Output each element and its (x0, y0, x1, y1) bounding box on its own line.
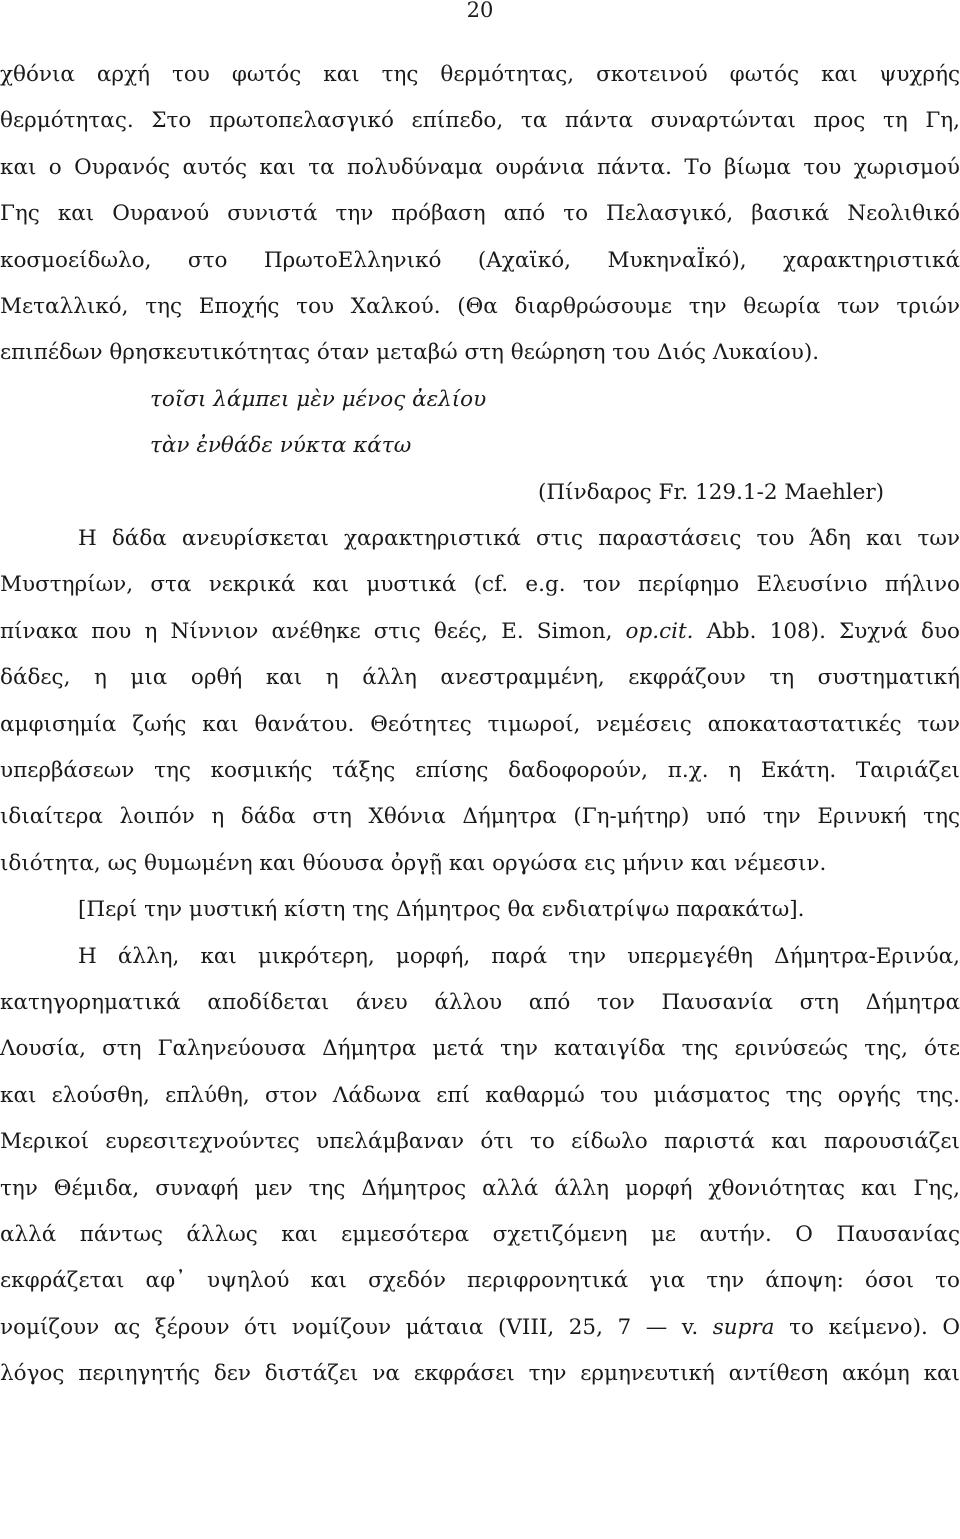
page-number: 20 (466, 0, 494, 22)
text-fragment: πίνακα που η Νίννιον ανέθηκε στις θεές, E. Simon, (0, 618, 613, 644)
text-line: και ο Ουρανός αυτός και τα πολυδύναμα ουράνια πάντα. Το βίωμα του χωρισμού (0, 154, 960, 180)
text-line: αλλά πάντως άλλως και εμμεσότερα σχετιζόμενη με αυτήν. Ο Παυσανίας (0, 1222, 960, 1247)
text-line: χθόνια αρχή του φωτός και της θερμότητας, σκοτεινού φωτός και ψυχρής (0, 62, 960, 87)
text-fragment: νομίζουν ας ξέρουν ότι νομίζουν μάταια (VIII, 25, 7 — v. (0, 1314, 699, 1340)
text-line: αμφισημία ζωής και θανάτου. Θεότητες τιμωροί, νεμέσεις αποκαταστατικές των (0, 711, 960, 737)
text-line: Λουσία, στη Γαληνεύουσα Δήμητρα μετά την καταιγίδα της ερινύσεώς της, ότε (0, 1036, 960, 1062)
text-line: Γης και Ουρανού συνιστά την πρόβαση από το Πελασγικό, βασικά Νεολιθικό (0, 201, 960, 227)
op-cit: op.cit. (625, 618, 694, 644)
text-line: επιπέδων θρησκευτικότητας όταν μεταβώ στη θεώρηση του Διός Λυκαίου). (0, 340, 820, 366)
text-line: ιδιαίτερα λοιπόν η δάδα στη Χθόνια Δήμητρα (Γη-μήτηρ) υπό την Ερινυκή της (0, 804, 960, 830)
text-line: λόγος περιηγητής δεν διστάζει να εκφράσει την ερμηνευτική αντίθεση ακόμη και (0, 1361, 960, 1387)
text-fragment: Abb. 108). Συχνά δυο (706, 618, 960, 644)
text-fragment: το κείμενο). Ο (789, 1314, 960, 1340)
text-line: δάδες, η μια ορθή και η άλλη ανεστραμμένη, εκφράζουν τη συστηματική (0, 665, 960, 691)
text-line (0, 618, 960, 646)
text-line: Μυστηρίων, στα νεκρικά και μυστικά (cf. e.g. τον περίφημο Ελευσίνιο πήλινο (0, 572, 960, 598)
text-line: Μερικοί ευρεσιτεχνούντες υπελάμβαναν ότι το είδωλο παριστά και παρουσιάζει (0, 1129, 960, 1155)
verse-line: τὰν ἐνθάδε νύκτα κάτω (150, 433, 412, 459)
text-line: κοσμοείδωλο, στο ΠρωτοΕλληνικό (Αχαϊκό, ΜυκηναΪκό), χαρακτηριστικά (0, 247, 960, 273)
text-line: θερμότητας. Στο πρωτοπελασγικό επίπεδο, τα πάντα συναρτώνται προς τη Γη, (0, 108, 960, 134)
text-line: εκφράζεται αφ᾽ υψηλού και σχεδόν περιφρονητικά για την άποψη: όσοι το (0, 1268, 960, 1294)
text-line: την Θέμιδα, συναφή μεν της Δήμητρος αλλά άλλη μορφή χθονιότητας και Γης, (0, 1175, 960, 1201)
text-line: και ελούσθη, επλύθη, στον Λάδωνα επί καθαρμώ του μιάσματος της οργής της. (0, 1082, 960, 1108)
text-line: Η δάδα ανευρίσκεται χαρακτηριστικά στις παραστάσεις του Άδη και των (78, 526, 960, 551)
text-line (0, 1314, 960, 1342)
text-line: Μεταλλικό, της Εποχής του Χαλκού. (Θα διαρθρώσουμε την θεωρία των τριών (0, 294, 960, 319)
verse-line: τοῖσι λάμπει μὲν μένος ἀελίου (150, 386, 487, 412)
supra: supra (712, 1314, 775, 1340)
text-line: [Περί την μυστική κίστη της Δήμητρος θα ενδιατρίψω παρακάτω]. (78, 897, 805, 923)
text-line: Η άλλη, και μικρότερη, μορφή, παρά την υπερμεγέθη Δήμητρα-Ερινύα, (78, 943, 960, 969)
text-line: υπερβάσεων της κοσμικής τάξης επίσης δαδοφορούν, π.χ. η Εκάτη. Ταιριάζει (0, 758, 960, 783)
citation: (Πίνδαρος Fr. 129.1-2 Maehler) (538, 479, 885, 505)
text-line: κατηγορηματικά αποδίδεται άνευ άλλου από τον Παυσανία στη Δήμητρα (0, 990, 960, 1015)
text-line: ιδιότητα, ως θυμωμένη και θύουσα ὀργῇ και οργώσα εις μήνιν και νέμεσιν. (0, 850, 827, 876)
